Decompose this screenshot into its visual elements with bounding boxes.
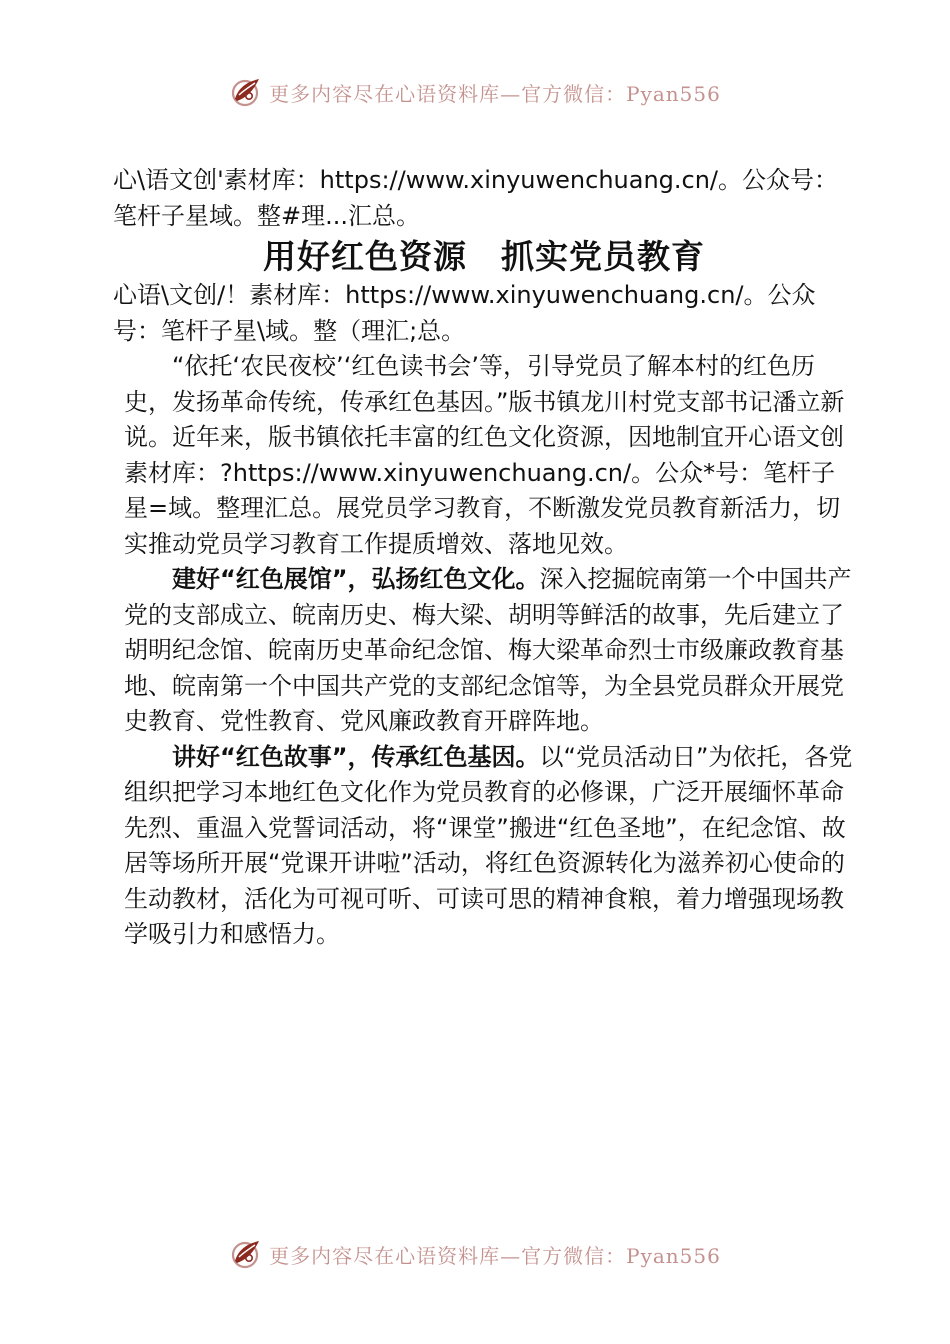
leaf-swirl-logo-icon: [229, 1237, 263, 1271]
page-footer: [0, 1232, 950, 1276]
paragraph-3: [113, 740, 855, 953]
sub-line: 心语\文创/！素材库：https://www.xinyuwenchuang.cn/。公众号：笔杆子星\域。整（理汇;总。: [113, 281, 816, 345]
paragraph-3-lead: 讲好“红色故事”，传承红色基因。: [172, 742, 540, 771]
paragraph-3-body: 以“党员活动日”为依托，各党组织把学习本地红色文化作为党员教育的必修课，广泛开展缅怀革命先烈、重温入党誓词活动，将“课堂”搬进“红色圣地”，在纪念馆、故居等场所开展“党课开讲啦”活动，将红色资源转化为滋养初心使命的生动教材，活化为可视可听、可读可思的精神食粮，着力增强现场教学吸引力和感悟力。: [124, 742, 853, 948]
header-watermark-text: 更多内容尽在心语资料库—官方微信：Pyan556: [269, 81, 721, 106]
paragraph-2: [113, 562, 855, 740]
footer-watermark-text: 更多内容尽在心语资料库—官方微信：Pyan556: [269, 1243, 721, 1268]
intro-line: 心\语文创'素材库：https://www.xinyuwenchuang.cn/。公众号：笔杆子星域。整#理...汇总。: [113, 166, 839, 230]
paragraph-2-body: 深入挖掘皖南第一个中国共产党的支部成立、皖南历史、梅大梁、胡明等鲜活的故事，先后建立了胡明纪念馆、皖南历史革命纪念馆、梅大梁革命烈士市级廉政教育基地、皖南第一个中国共产党的支部纪念馆等，为全县党员群众开展党史教育、党性教育、党风廉政教育开辟阵地。: [124, 565, 852, 735]
document-body: [113, 163, 855, 953]
paragraph-2-lead: 建好“红色展馆”，弘扬红色文化。: [172, 565, 540, 593]
leaf-swirl-logo-icon: [229, 75, 263, 109]
paragraph-1: “依托‘农民夜校’‘红色读书会’等，引导党员了解本村的红色历史，发扬革命传统，传承红色基因。”版书镇龙川村党支部书记潘立新说。近年来，版书镇依托丰富的红色文化资源，因地制宜开心语文创素材库：?https://www.xinyuwenchuang.cn/。公众*号：笔杆子星=域。整理汇总。展党员学习教育，不断激发党员教育新活力，切实推动党员学习教育工作提质增效、落地见效。: [124, 352, 845, 558]
page-header: [0, 70, 950, 114]
document-title: 用好红色资源 抓实党员教育: [263, 237, 705, 276]
